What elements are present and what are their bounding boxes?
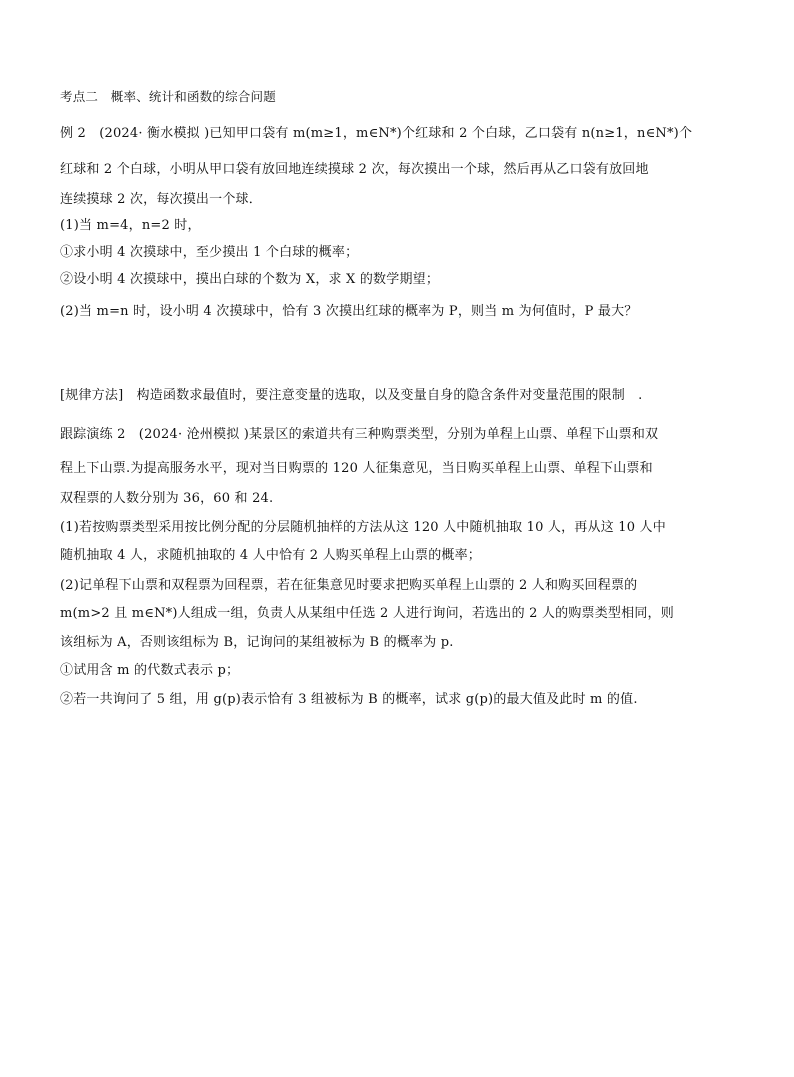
question-part-2: (2)当 m=n 时，设小明 4 次摸球中，恰有 3 次摸出红球的概率为 P，则当 m 为何值时，P 最大？	[60, 304, 638, 319]
exercise-line: 随机抽取 4 人，求随机抽取的 4 人中恰有 2 人购买单程上山票的概率；	[60, 548, 482, 563]
example-line: 例 2 (2024· 衡水模拟 )已知甲口袋有 m(m≥1，m∈N*)个红球和 2 个白球，乙口袋有 n(n≥1，n∈N*)个	[60, 126, 693, 141]
exercise-part-2: (2)记单程下山票和双程票为回程票，若在征集意见时要求把购买单程上山票的 2 人和购买回程票的	[60, 578, 638, 593]
method-note: [规律方法] 构造函数求最值时，要注意变量的选取，以及变量自身的隐含条件对变量范围的限制 .	[60, 388, 643, 403]
section-title: 考点二 概率、统计和函数的综合问题	[60, 89, 276, 104]
question-part-1: (1)当 m=4，n=2 时，	[60, 218, 201, 233]
exercise-line: m(m>2 且 m∈N*)人组成一组，负责人从某组中任选 2 人进行询问，若选出的 2 人的购票类型相同，则	[60, 606, 674, 621]
exercise-line: 跟踪演练 2 (2024· 沧州模拟 )某景区的索道共有三种购票类型，分别为单程上山票、单程下山票和双	[60, 427, 659, 442]
example-line: 红球和 2 个白球，小明从甲口袋有放回地连续摸球 2 次，每次摸出一个球，然后再从乙口袋有放回地	[60, 162, 649, 177]
question-item: ①求小明 4 次摸球中，至少摸出 1 个白球的概率；	[60, 245, 359, 260]
exercise-part-1: (1)若按购票类型采用按比例分配的分层随机抽样的方法从这 120 人中随机抽取 10 人，再从这 10 人中	[60, 520, 666, 535]
exercise-line: 该组标为 A，否则该组标为 B，记询问的某组被标为 B 的概率为 p.	[60, 635, 454, 650]
example-line: 连续摸球 2 次，每次摸出一个球．	[60, 192, 262, 207]
exercise-line: 双程票的人数分别为 36，60 和 24.	[60, 491, 274, 506]
exercise-item: ①试用含 m 的代数式表示 p；	[60, 663, 240, 678]
exercise-line: 程上下山票.为提高服务水平，现对当日购票的 120 人征集意见，当日购买单程上山票、单程下山票和	[60, 461, 653, 476]
question-item: ②设小明 4 次摸球中，摸出白球的个数为 X，求 X 的数学期望；	[60, 272, 440, 287]
exercise-item: ②若一共询问了 5 组，用 g(p)表示恰有 3 组被标为 B 的概率，试求 g(p)的最大值及此时 m 的值.	[60, 692, 638, 707]
